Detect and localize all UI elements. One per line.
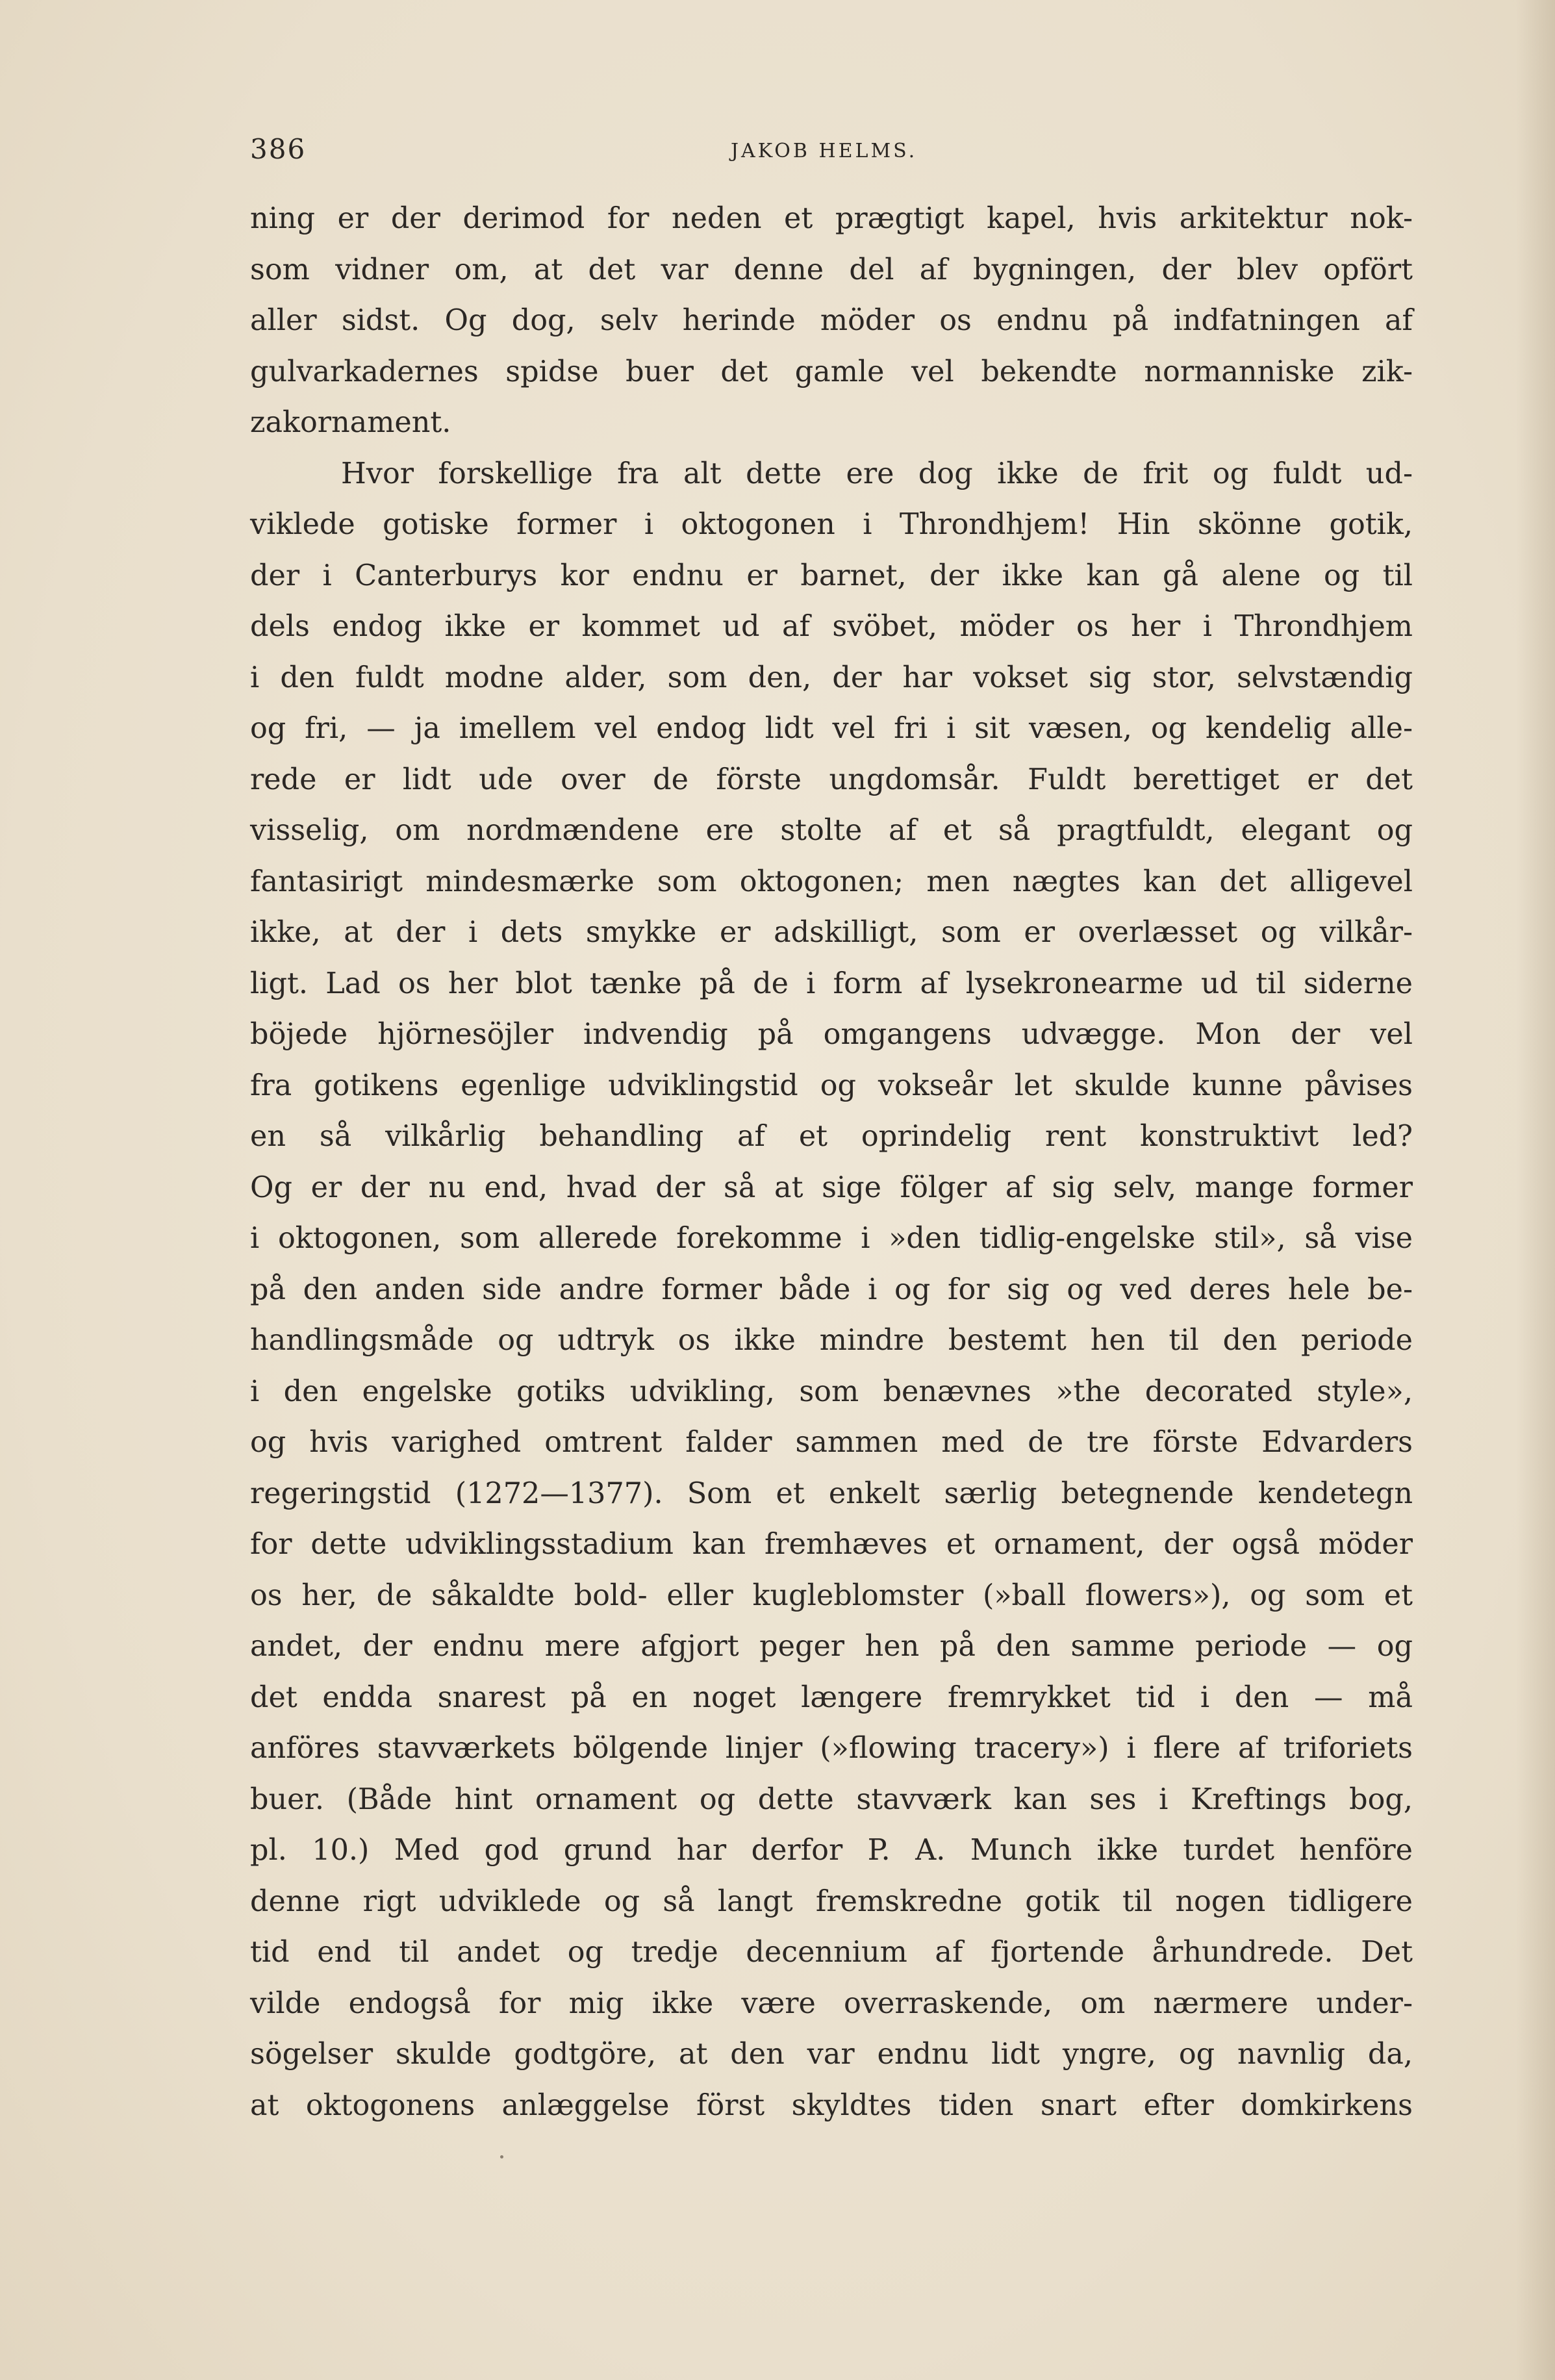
text-line: og fri, — ja imellem vel endog lidt vel fri i sit væsen, og kendelig alle- [250,712,1413,745]
text-line: denne rigt udviklede og så langt fremskredne gotik til nogen tidligere [250,1884,1413,1918]
text-line: det endda snarest på en noget længere fremrykket tid i den — må [250,1680,1413,1714]
text-line: at oktogonens anlæggelse först skyldtes tiden snart efter domkirkens [250,2088,1413,2122]
body-text [250,194,1413,2131]
running-head: JAKOB HELMS. [731,140,918,162]
text-line: fantasirigt mindesmærke som oktogonen; men nægtes kan det alligevel [250,865,1413,898]
text-line: ning er der derimod for neden et prægtigt kapel, hvis arkitektur nok- [250,202,1413,235]
text-line: en så vilkårlig behandling af et oprindelig rent konstruktivt led? [250,1120,1413,1153]
text-line: anföres stavværkets bölgende linjer (»flowing tracery») i flere af triforiets [250,1732,1413,1765]
text-line: som vidner om, at det var denne del af bygningen, der blev opfört [250,253,1413,286]
page-number: 386 [250,133,307,165]
text-line: og hvis varighed omtrent falder sammen med de tre förste Edvarders [250,1426,1413,1459]
text-line: regeringstid (1272—1377). Som et enkelt særlig betegnende kendetegn [250,1476,1413,1510]
text-line: fra gotikens egenlige udviklingstid og vokseår let skulde kunne påvises [250,1069,1413,1102]
text-line: os her, de såkaldte bold- eller kugleblomster (»ball flowers»), og som et [250,1578,1413,1612]
text-line: på den anden side andre former både i og for sig og ved deres hele be- [250,1272,1413,1306]
text-line: sögelser skulde godtgöre, at den var endnu lidt yngre, og navnlig da, [250,2038,1413,2071]
text-line: böjede hjörnesöjler indvendig på omgangens udvægge. Mon der vel [250,1018,1413,1051]
text-line: buer. (Både hint ornament og dette stavværk kan ses i Kreftings bog, [250,1782,1413,1816]
text-line: gulvarkadernes spidse buer det gamle vel bekendte normanniske zik- [250,355,1413,388]
text-line: dels endog ikke er kommet ud af svöbet, möder os her i Throndhjem [250,610,1413,643]
text-line: i oktogonen, som allerede forekomme i »den tidlig-engelske stil», så vise [250,1222,1413,1255]
page-edge-shadow [1516,0,1555,2380]
text-line: viklede gotiske former i oktogonen i Throndhjem! Hin skönne gotik, [250,508,1413,541]
text-line: andet, der endnu mere afgjort peger hen på den samme periode — og [250,1630,1413,1663]
page-header [250,133,1413,172]
paragraph-end-line: zakornament. [250,406,451,439]
text-line: pl. 10.) Med god grund har derfor P. A. Munch ikke turdet henföre [250,1834,1413,1867]
text-line: i den fuldt modne alder, som den, der har vokset sig stor, selvstændig [250,661,1413,694]
text-line: tid end til andet og tredje decennium af fjortende århundrede. Det [250,1936,1413,1969]
text-line: i den engelske gotiks udvikling, som benævnes »the decorated style», [250,1374,1413,1408]
text-line: ikke, at der i dets smykke er adskilligt, som er overlæsset og vilkår- [250,916,1413,949]
text-line: handlingsmåde og udtryk os ikke mindre bestemt hen til den periode [250,1324,1413,1357]
text-line: aller sidst. Og dog, selv herinde möder os endnu på indfatningen af [250,304,1413,337]
text-line: vilde endogså for mig ikke være overraskende, om nærmere under- [250,1986,1413,2020]
text-line: ligt. Lad os her blot tænke på de i form af lysekronearme ud til siderne [250,967,1413,1000]
paper-speck [500,2155,503,2158]
text-line: Og er der nu end, hvad der så at sige fölger af sig selv, mange former [250,1171,1413,1204]
text-line: rede er lidt ude over de förste ungdomsår. Fuldt berettiget er det [250,763,1413,796]
paragraph-start-line: Hvor forskellige fra alt dette ere dog ikke de frit og fuldt ud- [341,457,1413,490]
text-line: der i Canterburys kor endnu er barnet, der ikke kan gå alene og til [250,559,1413,592]
text-line: visselig, om nordmændene ere stolte af et så pragtfuldt, elegant og [250,814,1413,847]
text-line: for dette udviklingsstadium kan fremhæves et ornament, der også möder [250,1528,1413,1561]
